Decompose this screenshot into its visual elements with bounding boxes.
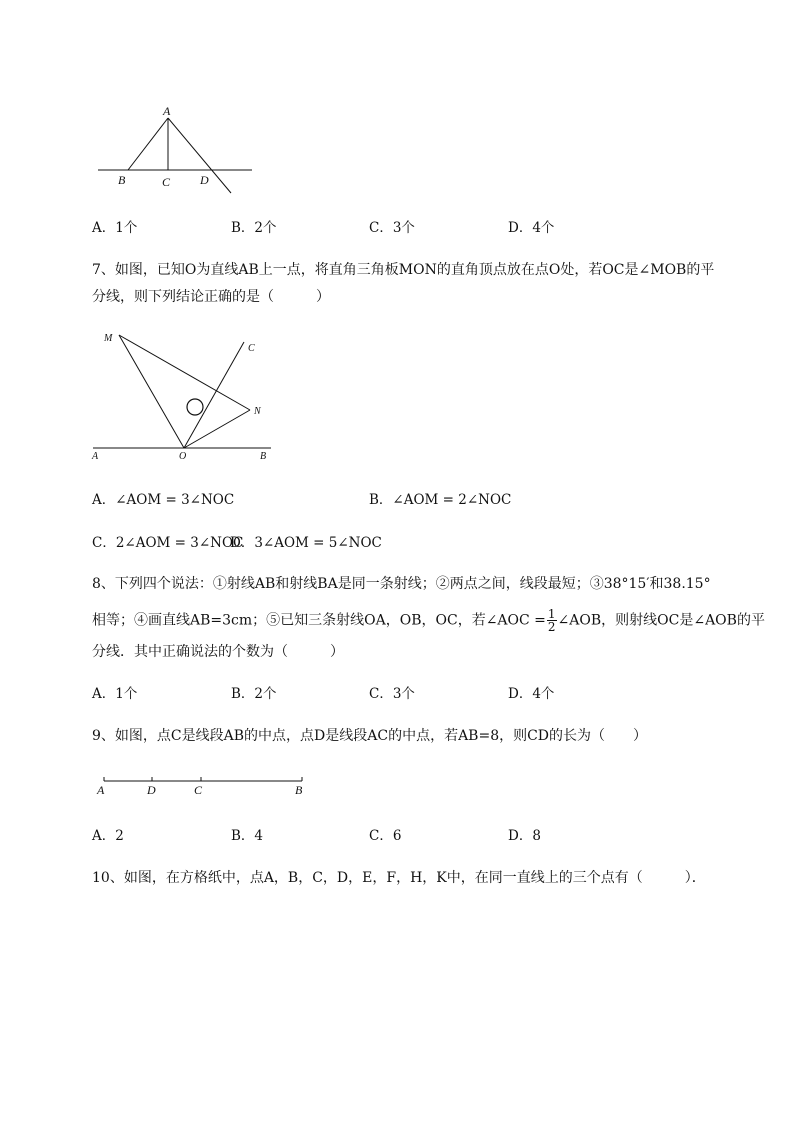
q9-option-d: D．8 xyxy=(508,828,541,844)
q9-option-c: C．6 xyxy=(369,828,402,844)
ray-oc xyxy=(184,342,244,448)
label-c: C xyxy=(194,783,203,797)
q8-line-2-pre: 相等；④画直线AB=3cm；⑤已知三条射线OA，OB，OC，若∠AOC = xyxy=(92,612,546,629)
label-m: M xyxy=(104,333,113,344)
q8-line-2-post: ∠AOB，则射线OC是∠AOB的平 xyxy=(557,612,765,629)
q9-option-b: B．4 xyxy=(231,828,264,844)
q8-option-b: B．2个 xyxy=(231,686,277,702)
q8-line-1: 8、下列四个说法：①射线AB和射线BA是同一条射线；②两点之间，线段最短；③38°15′和38.15° xyxy=(92,576,711,592)
label-n: N xyxy=(254,406,261,417)
q10-line-1: 10、如图，在方格纸中，点A，B，C，D，E，F，H，K中，在同一直线上的三个点有（ ）． xyxy=(92,870,706,886)
side-mn xyxy=(119,335,250,410)
q9-option-a: A．2 xyxy=(92,828,124,844)
segment-ab xyxy=(128,118,168,170)
label-b: B xyxy=(118,173,126,187)
side-on xyxy=(184,410,250,448)
q6-option-a: A．1个 xyxy=(92,220,138,236)
q8-line-3: 分线．其中正确说法的个数为（ ） xyxy=(92,644,344,660)
label-b: B xyxy=(295,783,303,797)
q6-option-c: C．3个 xyxy=(369,220,415,236)
figure-q7-right-triangle xyxy=(88,325,278,465)
label-o: O xyxy=(179,451,187,462)
q7-option-b: B．∠AOM = 2∠NOC xyxy=(369,492,512,508)
q8-line-2 xyxy=(92,608,765,633)
fraction-numerator: 1 xyxy=(547,607,556,621)
q6-option-d: D．4个 xyxy=(508,220,555,236)
figure-q6-triangle xyxy=(90,100,270,200)
q9-line-1: 9、如图，点C是线段AB的中点，点D是线段AC的中点，若AB=8，则CD的长为（ ） xyxy=(92,728,648,744)
q6-option-b: B．2个 xyxy=(231,220,277,236)
label-c: C xyxy=(162,175,171,189)
q8-option-d: D．4个 xyxy=(508,686,555,702)
label-a: A xyxy=(97,783,105,797)
fraction-one-half xyxy=(547,608,557,633)
label-c: C xyxy=(248,343,255,354)
q7-option-a: A．∠AOM = 3∠NOC xyxy=(92,492,235,508)
q7-option-d: D．3∠AOM = 5∠NOC xyxy=(230,535,382,551)
figure-q9-segment xyxy=(92,770,312,802)
q8-option-c: C．3个 xyxy=(369,686,415,702)
label-b: B xyxy=(260,451,267,462)
label-a: A xyxy=(92,451,99,462)
label-a: A xyxy=(163,104,171,118)
side-om xyxy=(119,335,184,448)
q7-line-2: 分线，则下列结论正确的是（ ） xyxy=(92,289,330,305)
q8-option-a: A．1个 xyxy=(92,686,138,702)
fraction-denominator: 2 xyxy=(547,620,556,634)
label-d: D xyxy=(200,173,209,187)
q7-line-1: 7、如图，已知O为直线AB上一点，将直角三角板MON的直角顶点放在点O处，若OC是∠MOB的平 xyxy=(92,262,715,278)
label-d: D xyxy=(147,783,156,797)
triangle-hole xyxy=(187,399,203,415)
q7-option-c: C．2∠AOM = 3∠NOC xyxy=(92,535,244,551)
